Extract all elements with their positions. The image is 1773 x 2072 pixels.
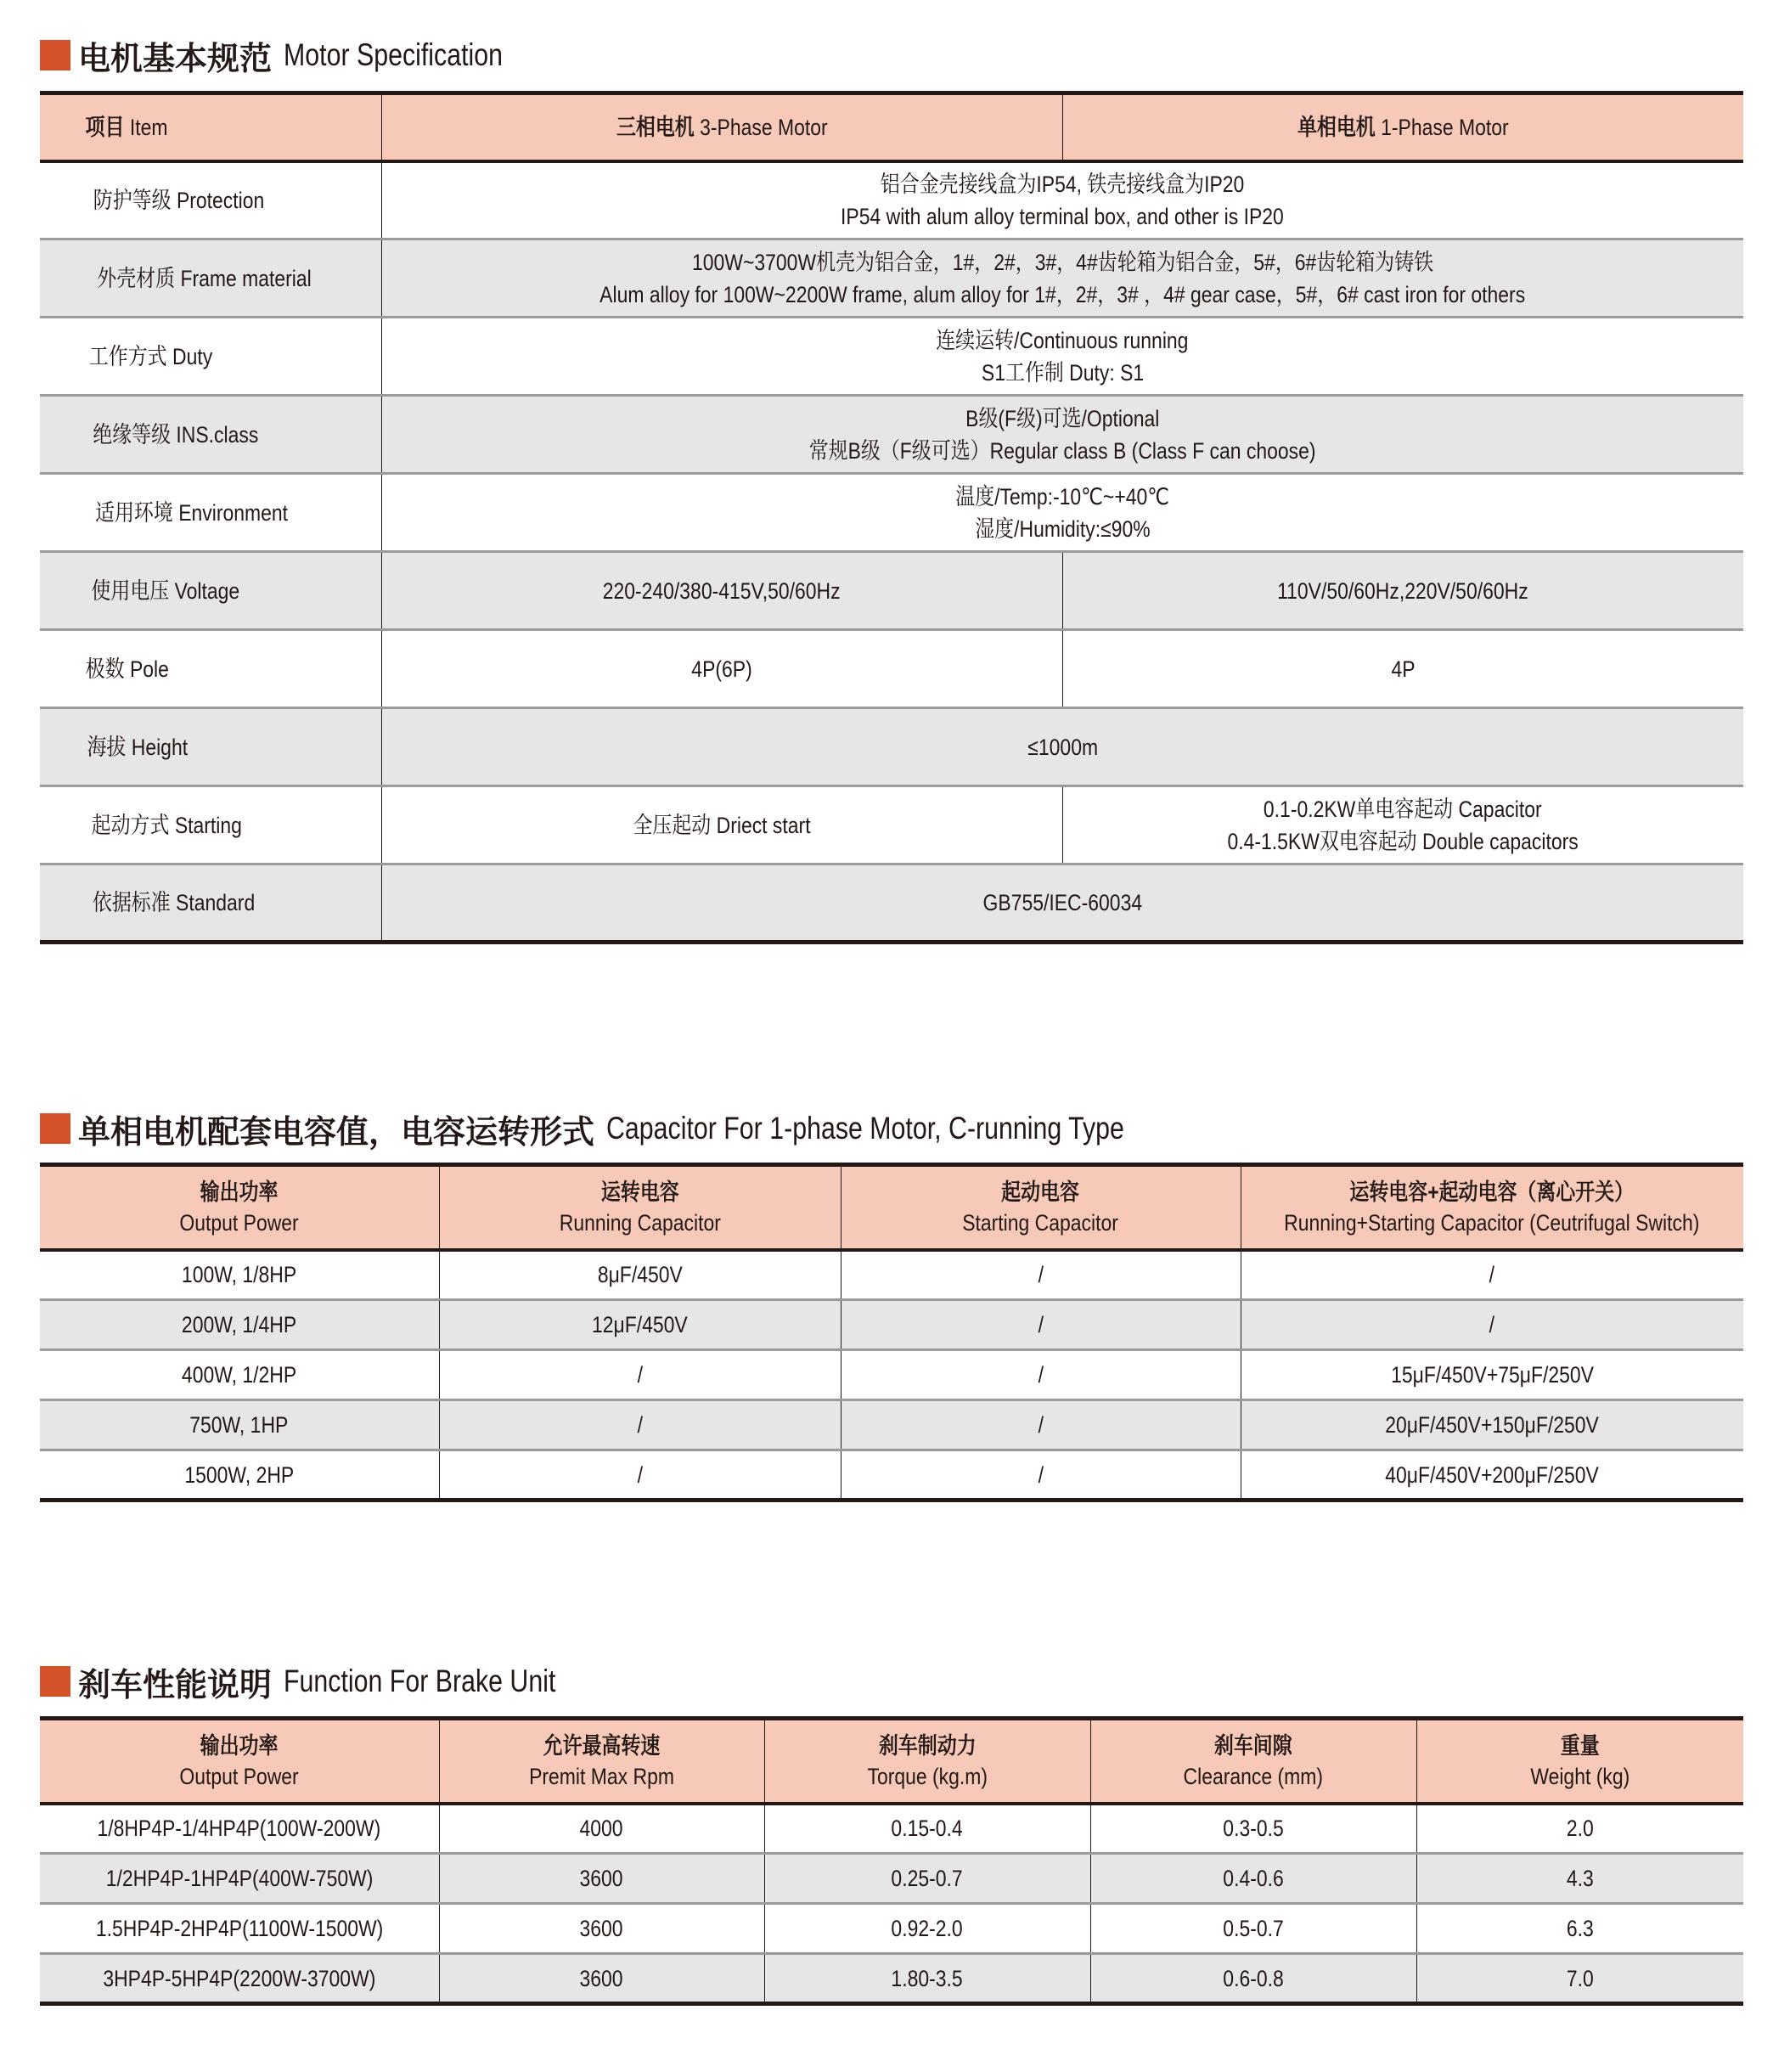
table-row (40, 1904, 1743, 1954)
cell-output-power: 1/2HP4P-1HP4P(400W-750W) (40, 1854, 439, 1904)
cell-weight: 2.0 (1416, 1804, 1743, 1854)
row-label: 依据标准 Standard (40, 864, 381, 943)
table-row (40, 1804, 1743, 1854)
row-value-single: 110V/50/60Hz,220V/50/60Hz (1062, 552, 1743, 630)
header-three-phase (381, 93, 1062, 161)
cell-running-starting: 40μF/450V+200μF/250V (1241, 1450, 1743, 1501)
row-value: 连续运转/Continuous running S1工作制 Duty: S1 (381, 318, 1743, 396)
row-value: 100W~3700W机壳为铝合金，1#，2#，3#，4#齿轮箱为铝合金，5#，6#齿轮箱为铸铁 Alum alloy for 100W~2200W frame, alum alloy for 1#，2#，3# ，4# gear case，5#，6# cast iron for others (381, 239, 1743, 318)
table-row (40, 1954, 1743, 2004)
section-title-en: Function For Brake Unit (284, 1664, 556, 1698)
cell-weight: 7.0 (1416, 1954, 1743, 2004)
header-running-capacitor: 运转电容 Running Capacitor (439, 1165, 841, 1250)
header-single-phase (1062, 93, 1743, 161)
cell-running: 12μF/450V (439, 1300, 841, 1350)
cell-weight: 6.3 (1416, 1904, 1743, 1954)
header-three-cn: 三相电机 (616, 114, 695, 140)
table-row-ins-class (40, 396, 1743, 474)
row-value-single: 0.1-0.2KW单电容起动 Capacitor 0.4-1.5KW双电容起动 Double capacitors (1062, 786, 1743, 864)
cell-clearance: 0.5-0.7 (1090, 1904, 1416, 1954)
row-value: ≤1000m (381, 708, 1743, 786)
cell-torque: 0.15-0.4 (764, 1804, 1090, 1854)
header-item-en: Item (129, 114, 168, 140)
table-header-row (40, 1719, 1743, 1804)
cell-running-starting: / (1241, 1250, 1743, 1300)
table-row-duty (40, 318, 1743, 396)
row-label: 防护等级 Protection (40, 161, 381, 239)
row-label: 外壳材质 Frame material (40, 239, 381, 318)
header-item (40, 93, 381, 161)
header-output-power: 输出功率 Output Power (40, 1165, 439, 1250)
cell-starting: / (841, 1400, 1241, 1450)
cell-starting: / (841, 1300, 1241, 1350)
cell-max-rpm: 3600 (439, 1954, 764, 2004)
table-row (40, 1250, 1743, 1300)
capacitor-table (40, 1163, 1743, 1502)
table-row-standard (40, 864, 1743, 943)
header-running-starting-capacitor: 运转电容+起动电容（离心开关） Running+Starting Capacitor (Ceutrifugal Switch) (1241, 1165, 1743, 1250)
cell-starting: / (841, 1350, 1241, 1400)
header-single-cn: 单相电机 (1297, 114, 1376, 140)
cell-running: / (439, 1350, 841, 1400)
table-row-environment (40, 474, 1743, 552)
header-single-en: 1-Phase Motor (1381, 114, 1509, 140)
cell-output-power: 750W, 1HP (40, 1400, 439, 1450)
header-item-cn: 项目 (85, 114, 125, 140)
row-label: 极数 Pole (40, 630, 381, 708)
table-row-height (40, 708, 1743, 786)
row-value-three: 220-240/380-415V,50/60Hz (381, 552, 1062, 630)
row-label: 使用电压 Voltage (40, 552, 381, 630)
table-row (40, 1400, 1743, 1450)
cell-output-power: 1/8HP4P-1/4HP4P(100W-200W) (40, 1804, 439, 1854)
section-title-brake-unit (40, 1656, 616, 1707)
brake-unit-table (40, 1716, 1743, 2006)
cell-running-starting: 20μF/450V+150μF/250V (1241, 1400, 1743, 1450)
cell-running-starting: / (1241, 1300, 1743, 1350)
cell-clearance: 0.4-0.6 (1090, 1854, 1416, 1904)
cell-max-rpm: 3600 (439, 1854, 764, 1904)
cell-running: / (439, 1450, 841, 1501)
row-value: 铝合金壳接线盒为IP54, 铁壳接线盒为IP20 IP54 with alum alloy terminal box, and other is IP20 (381, 161, 1743, 239)
cell-torque: 0.92-2.0 (764, 1904, 1090, 1954)
table-row (40, 1450, 1743, 1501)
table-row-voltage (40, 552, 1743, 630)
header-torque: 刹车制动力 Torque (kg.m) (764, 1719, 1090, 1804)
square-bullet-icon (40, 1113, 70, 1144)
row-value: GB755/IEC-60034 (381, 864, 1743, 943)
header-three-en: 3-Phase Motor (699, 114, 828, 140)
cell-output-power: 400W, 1/2HP (40, 1350, 439, 1400)
table-row (40, 1300, 1743, 1350)
cell-clearance: 0.3-0.5 (1090, 1804, 1416, 1854)
row-value-single: 4P (1062, 630, 1743, 708)
cell-output-power: 3HP4P-5HP4P(2200W-3700W) (40, 1954, 439, 2004)
row-value: B级(F级)可选/Optional 常规B级（F级可选）Regular class B (Class F can choose) (381, 396, 1743, 474)
row-value: 温度/Temp:-10℃~+40℃ 湿度/Humidity:≤90% (381, 474, 1743, 552)
table-header-row (40, 93, 1743, 161)
square-bullet-icon (40, 1666, 70, 1697)
motor-spec-table (40, 91, 1743, 944)
row-label: 海拔 Height (40, 708, 381, 786)
row-label: 工作方式 Duty (40, 318, 381, 396)
square-bullet-icon (40, 40, 70, 70)
section-title-motor-spec (40, 30, 551, 81)
cell-max-rpm: 3600 (439, 1904, 764, 1954)
cell-output-power: 200W, 1/4HP (40, 1300, 439, 1350)
header-clearance: 刹车间隙 Clearance (mm) (1090, 1719, 1416, 1804)
cell-starting: / (841, 1250, 1241, 1300)
cell-weight: 4.3 (1416, 1854, 1743, 1904)
row-value-three: 4P(6P) (381, 630, 1062, 708)
cell-starting: / (841, 1450, 1241, 1501)
cell-output-power: 1500W, 2HP (184, 1461, 295, 1488)
section-title-cn: 单相电机配套电容值，电容运转形式 (78, 1114, 595, 1151)
cell-max-rpm: 4000 (439, 1804, 764, 1854)
header-output-power: 输出功率 Output Power (40, 1719, 439, 1804)
section-title-en: Motor Specification (284, 37, 504, 72)
row-label: 适用环境 Environment (40, 474, 381, 552)
cell-clearance: 0.6-0.8 (1090, 1954, 1416, 2004)
header-weight: 重量 Weight (kg) (1416, 1719, 1743, 1804)
cell-running: / (439, 1400, 841, 1450)
row-value-three: 全压起动 Driect start (381, 786, 1062, 864)
row-label: 绝缘等级 INS.class (40, 396, 381, 474)
table-header-row (40, 1165, 1743, 1250)
section-title-en: Capacitor For 1-phase Motor, C-running Type (606, 1111, 1124, 1146)
header-starting-capacitor: 起动电容 Starting Capacitor (841, 1165, 1241, 1250)
table-row-pole (40, 630, 1743, 708)
header-max-rpm: 允许最高转速 Premit Max Rpm (439, 1719, 764, 1804)
cell-running-starting: 15μF/450V+75μF/250V (1241, 1350, 1743, 1400)
cell-torque: 0.25-0.7 (764, 1854, 1090, 1904)
table-row-frame-material (40, 239, 1743, 318)
table-row-starting (40, 786, 1743, 864)
table-row (40, 1350, 1743, 1400)
section-title-cn: 电机基本规范 (78, 41, 273, 77)
section-title-cn: 刹车性能说明 (78, 1667, 273, 1703)
cell-running: 8μF/450V (439, 1250, 841, 1300)
cell-torque: 1.80-3.5 (764, 1954, 1090, 2004)
table-row (40, 1854, 1743, 1904)
cell-output-power: 1.5HP4P-2HP4P(1100W-1500W) (40, 1904, 439, 1954)
cell-output-power: 100W, 1/8HP (40, 1250, 439, 1300)
table-row-protection (40, 161, 1743, 239)
section-title-capacitor (40, 1103, 1238, 1154)
row-label: 起动方式 Starting (40, 786, 381, 864)
